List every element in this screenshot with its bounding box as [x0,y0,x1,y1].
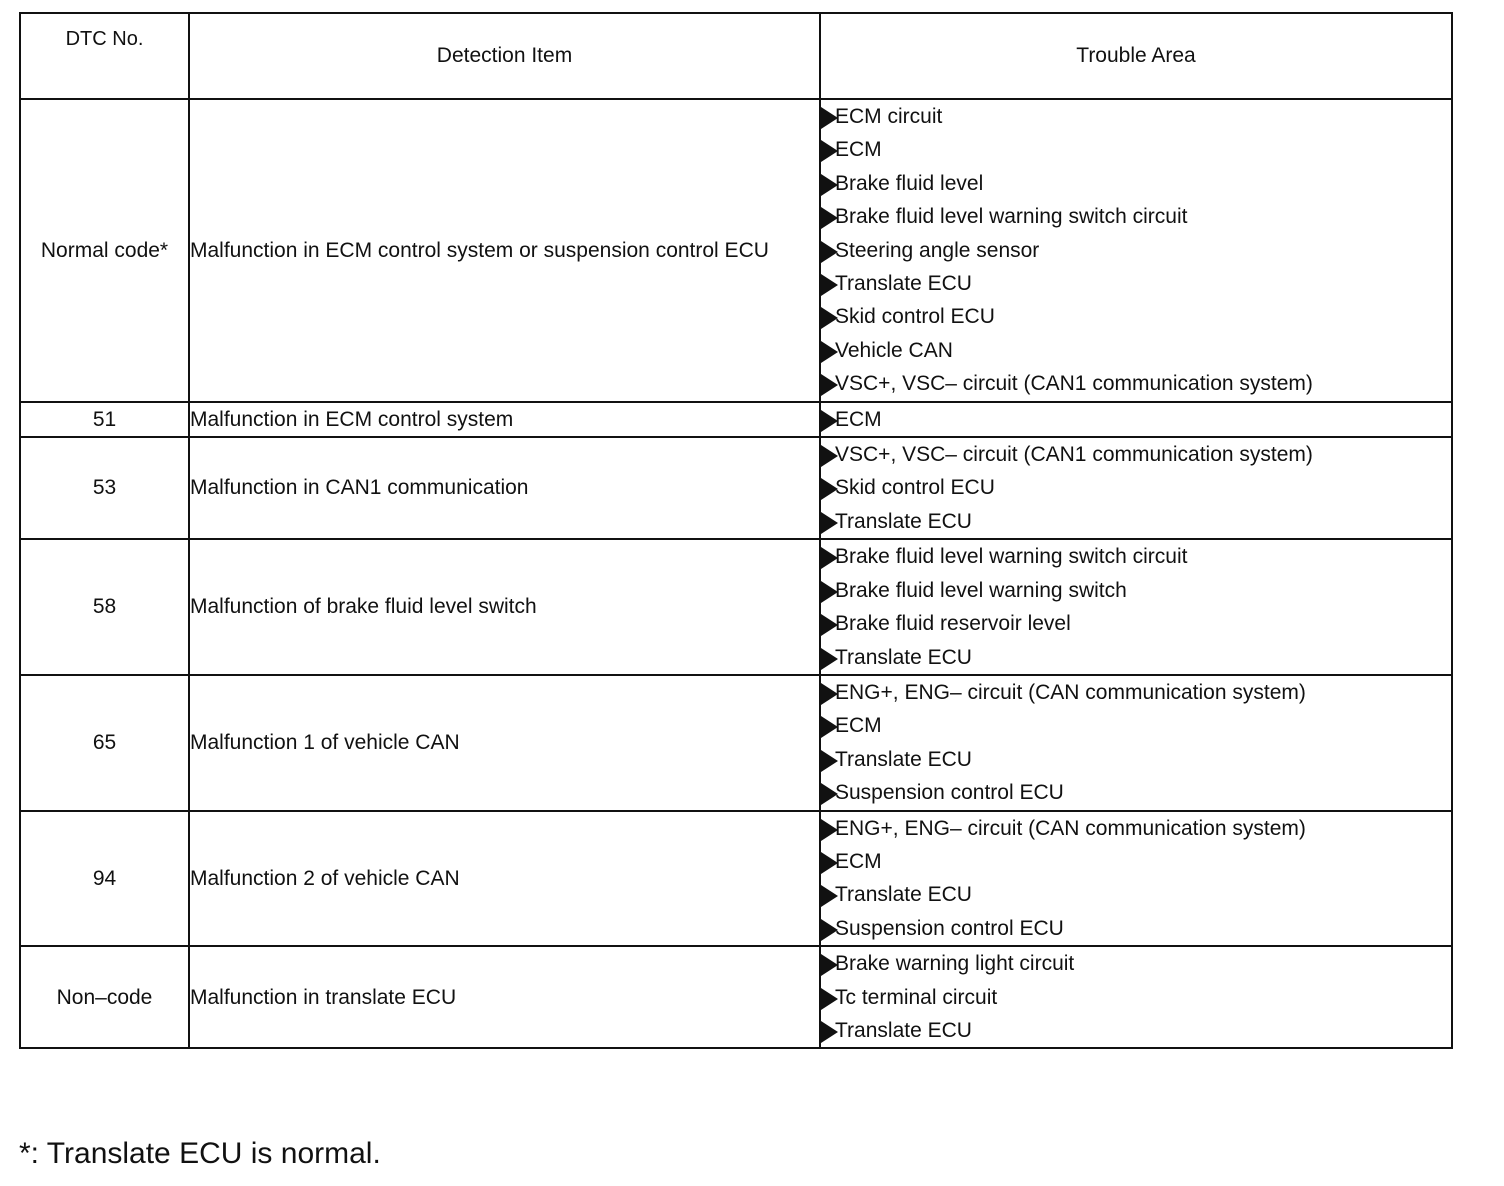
trouble-area-text: ECM [835,138,882,162]
detection-item-cell: Malfunction 2 of vehicle CAN [189,811,820,947]
triangle-bullet-icon [821,783,838,805]
triangle-bullet-icon [821,341,838,363]
trouble-area-cell [820,437,1452,539]
trouble-area-text: Translate ECU [835,1018,972,1042]
trouble-area-item [821,133,1451,166]
triangle-bullet-icon [821,988,838,1010]
trouble-area-item [821,676,1451,709]
trouble-area-text: Translate ECU [835,747,972,771]
triangle-bullet-icon [821,107,838,129]
trouble-area-list [821,100,1451,401]
trouble-area-text: Brake fluid reservoir level [835,612,1071,636]
trouble-area-text: Translate ECU [835,272,972,296]
trouble-area-text: Suspension control ECU [835,916,1064,940]
trouble-area-text: ECM [835,849,882,873]
trouble-area-item [821,878,1451,911]
trouble-area-item [821,200,1451,233]
dtc-number-cell: 58 [20,539,189,675]
trouble-area-text: ECM [835,407,882,431]
trouble-area-item [821,100,1451,133]
trouble-area-item [821,981,1451,1014]
detection-item-cell: Malfunction 1 of vehicle CAN [189,675,820,811]
table-body [20,99,1452,1048]
trouble-area-item [821,812,1451,845]
triangle-bullet-icon [821,885,838,907]
triangle-bullet-icon [821,207,838,229]
triangle-bullet-icon [821,512,838,534]
trouble-area-item [821,167,1451,200]
header-trouble-area: Trouble Area [820,13,1452,99]
trouble-area-text: ECM [835,714,882,738]
trouble-area-item [821,743,1451,776]
header-detection-item: Detection Item [189,13,820,99]
triangle-bullet-icon [821,374,838,396]
trouble-area-item [821,1014,1451,1047]
trouble-area-text: Tc terminal circuit [835,985,998,1009]
trouble-area-item [821,776,1451,809]
trouble-area-list [821,947,1451,1047]
trouble-area-cell [820,946,1452,1048]
trouble-area-text: Brake fluid level warning switch circuit [835,545,1188,569]
dtc-table [19,12,1453,1049]
triangle-bullet-icon [821,614,838,636]
dtc-number-cell: 51 [20,402,189,437]
table-row [20,402,1452,437]
triangle-bullet-icon [821,1021,838,1043]
trouble-area-text: ECM circuit [835,105,943,128]
trouble-area-item [821,367,1451,400]
trouble-area-item [821,267,1451,300]
trouble-area-cell [820,99,1452,402]
triangle-bullet-icon [821,954,838,976]
table-row [20,99,1452,402]
trouble-area-item [821,641,1451,674]
footnote: *: Translate ECU is normal. [19,1137,381,1170]
trouble-area-cell [820,811,1452,947]
triangle-bullet-icon [821,819,838,841]
trouble-area-cell [820,675,1452,811]
dtc-number-cell: 65 [20,675,189,811]
triangle-bullet-icon [821,683,838,705]
trouble-area-list [821,812,1451,946]
dtc-number-cell: 94 [20,811,189,947]
triangle-bullet-icon [821,410,838,432]
table-row [20,811,1452,947]
triangle-bullet-icon [821,140,838,162]
triangle-bullet-icon [821,445,838,467]
triangle-bullet-icon [821,581,838,603]
trouble-area-text: Translate ECU [835,509,972,533]
triangle-bullet-icon [821,274,838,296]
trouble-area-text: Suspension control ECU [835,781,1064,805]
triangle-bullet-icon [821,750,838,772]
trouble-area-text: ENG+, ENG– circuit (CAN communication system) [835,680,1306,704]
trouble-area-item [821,438,1451,471]
detection-item-cell: Malfunction of brake fluid level switch [189,539,820,675]
trouble-area-text: VSC+, VSC– circuit (CAN1 communication system) [835,372,1313,396]
trouble-area-text: Brake fluid level warning switch [835,578,1127,602]
trouble-area-text: Steering angle sensor [835,238,1040,262]
triangle-bullet-icon [821,547,838,569]
trouble-area-item [821,234,1451,267]
trouble-area-item [821,709,1451,742]
triangle-bullet-icon [821,478,838,500]
detection-item-cell: Malfunction in CAN1 communication [189,437,820,539]
dtc-number-cell: 53 [20,437,189,539]
triangle-bullet-icon [821,307,838,329]
triangle-bullet-icon [821,648,838,670]
table-row [20,675,1452,811]
trouble-area-text: Vehicle CAN [835,338,953,362]
table-row [20,539,1452,675]
triangle-bullet-icon [821,852,838,874]
trouble-area-text: Brake warning light circuit [835,952,1075,976]
detection-item-cell: Malfunction in ECM control system [189,402,820,437]
trouble-area-list [821,403,1451,436]
trouble-area-item [821,505,1451,538]
table-row [20,437,1452,539]
trouble-area-item [821,912,1451,945]
trouble-area-item [821,845,1451,878]
trouble-area-list [821,438,1451,538]
trouble-area-item [821,471,1451,504]
dtc-number-cell: Normal code* [20,99,189,402]
table-row [20,946,1452,1048]
trouble-area-item [821,607,1451,640]
trouble-area-item [821,574,1451,607]
trouble-area-text: Brake fluid level [835,171,984,195]
trouble-area-text: ENG+, ENG– circuit (CAN communication system) [835,816,1306,840]
trouble-area-item [821,540,1451,573]
trouble-area-item [821,403,1451,436]
trouble-area-text: Skid control ECU [835,476,995,500]
trouble-area-text: Brake fluid level warning switch circuit [835,205,1188,229]
trouble-area-text: Translate ECU [835,645,972,669]
detection-item-cell: Malfunction in translate ECU [189,946,820,1048]
dtc-number-cell: Non–code [20,946,189,1048]
detection-item-cell: Malfunction in ECM control system or suspension control ECU [189,99,820,402]
trouble-area-item [821,947,1451,980]
triangle-bullet-icon [821,241,838,263]
trouble-area-cell [820,539,1452,675]
trouble-area-text: Translate ECU [835,883,972,907]
trouble-area-list [821,540,1451,674]
trouble-area-item [821,334,1451,367]
trouble-area-list [821,676,1451,810]
header-row [20,13,1452,99]
triangle-bullet-icon [821,174,838,196]
trouble-area-item [821,300,1451,333]
trouble-area-cell [820,402,1452,437]
triangle-bullet-icon [821,919,838,941]
header-dtc-no: DTC No. [20,13,189,99]
trouble-area-text: VSC+, VSC– circuit (CAN1 communication system) [835,443,1313,467]
table-header [20,13,1452,99]
triangle-bullet-icon [821,716,838,738]
trouble-area-text: Skid control ECU [835,305,995,329]
